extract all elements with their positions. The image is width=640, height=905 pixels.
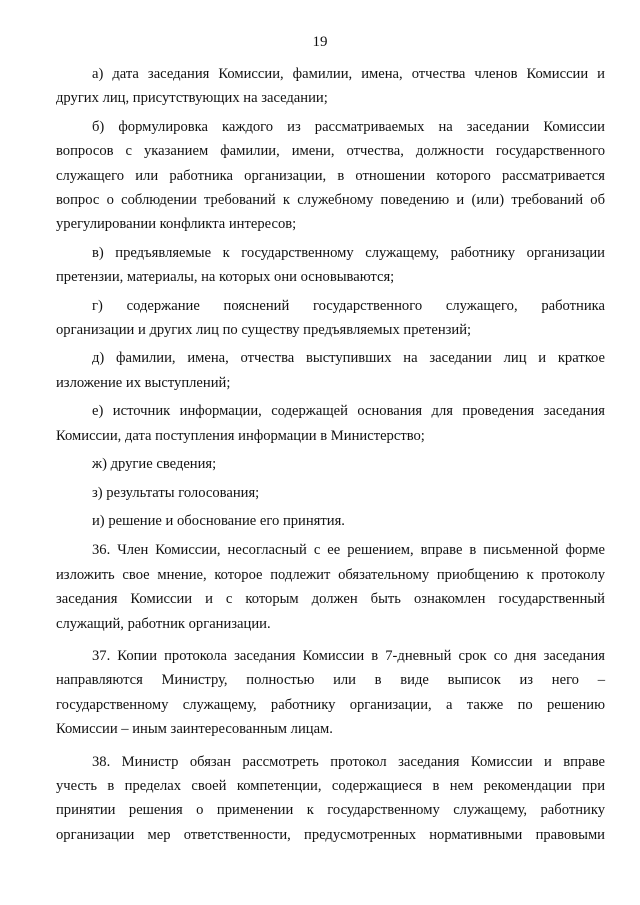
text-line: заседания Комиссии и с которым должен быть ознакомлен государственный — [56, 591, 605, 608]
text-line: изложение их выступлений; — [56, 374, 231, 391]
text-line: урегулировании конфликта интересов; — [56, 216, 297, 233]
text-line: вопрос о соблюдении требований к служебному поведению и (или) требований об — [56, 192, 605, 209]
paragraph-item-d — [56, 346, 605, 395]
text-line: 38. Министр обязан рассмотреть протокол заседания Комиссии и вправе — [92, 753, 605, 770]
paragraph-item-g — [56, 294, 605, 343]
text-line: служащий, работник организации. — [56, 615, 271, 632]
document-body — [56, 62, 605, 847]
text-line: а) дата заседания Комиссии, фамилии, имена, отчества членов Комиссии и — [92, 66, 605, 82]
text-line: Комиссии, дата поступления информации в Министерство; — [56, 427, 425, 444]
paragraph-38 — [56, 750, 605, 848]
text-line: и) решение и обоснование его принятия. — [92, 512, 345, 529]
text-line: изложить свое мнение, которое подлежит обязательному приобщению к протоколу — [56, 566, 605, 583]
text-line: претензии, материалы, на которых они основываются; — [56, 269, 395, 286]
text-line: 37. Копии протокола заседания Комиссии в 7-дневный срок со дня заседания — [92, 647, 605, 664]
text-line: г) содержание пояснений государственного служащего, работника — [92, 297, 605, 314]
paragraph-item-z — [56, 481, 605, 505]
text-line: д) фамилии, имена, отчества выступивших на заседании лиц и краткое — [92, 350, 605, 367]
text-line: в) предъявляемые к государственному служащему, работнику организации — [92, 244, 605, 261]
text-line: направляются Министру, полностью или в виде выписок из него – — [56, 672, 605, 689]
page-number: 19 — [312, 34, 328, 50]
text-line: вопросов с указанием фамилии, имени, отчества, должности государственного — [56, 143, 605, 160]
paragraph-item-i — [56, 509, 605, 533]
paragraph-item-b — [56, 115, 605, 237]
paragraph-item-zh — [56, 452, 605, 476]
text-line: служащего или работника организации, в отношении которого рассматривается — [56, 167, 605, 184]
paragraph-item-e — [56, 399, 605, 448]
paragraph-37 — [56, 644, 605, 742]
text-line: б) формулировка каждого из рассматриваемых на заседании Комиссии — [92, 118, 605, 135]
text-line: принятии решения о применении к государственному служащему, работнику — [56, 802, 605, 819]
text-line: 36. Член Комиссии, несогласный с ее решением, вправе в письменной форме — [92, 542, 605, 559]
text-line: организации и других лиц по существу предъявляемых претензий; — [56, 322, 472, 339]
paragraph-item-v — [56, 241, 605, 290]
text-line: Комиссии – иным заинтересованным лицам. — [56, 721, 333, 738]
text-line: е) источник информации, содержащей основания для проведения заседания — [92, 403, 605, 420]
text-line: организации мер ответственности, предусмотренных нормативными правовыми — [56, 826, 605, 843]
text-line: ж) другие сведения; — [92, 456, 217, 473]
text-line: учесть в пределах своей компетенции, содержащиеся в нем рекомендации при — [56, 777, 605, 794]
text-line: других лиц, присутствующих на заседании; — [56, 90, 328, 107]
text-line: государственному служащему, работнику организации, а также по решению — [56, 696, 605, 713]
paragraph-36 — [56, 538, 605, 636]
paragraph-item-a — [56, 62, 605, 111]
text-line: з) результаты голосования; — [92, 484, 260, 501]
